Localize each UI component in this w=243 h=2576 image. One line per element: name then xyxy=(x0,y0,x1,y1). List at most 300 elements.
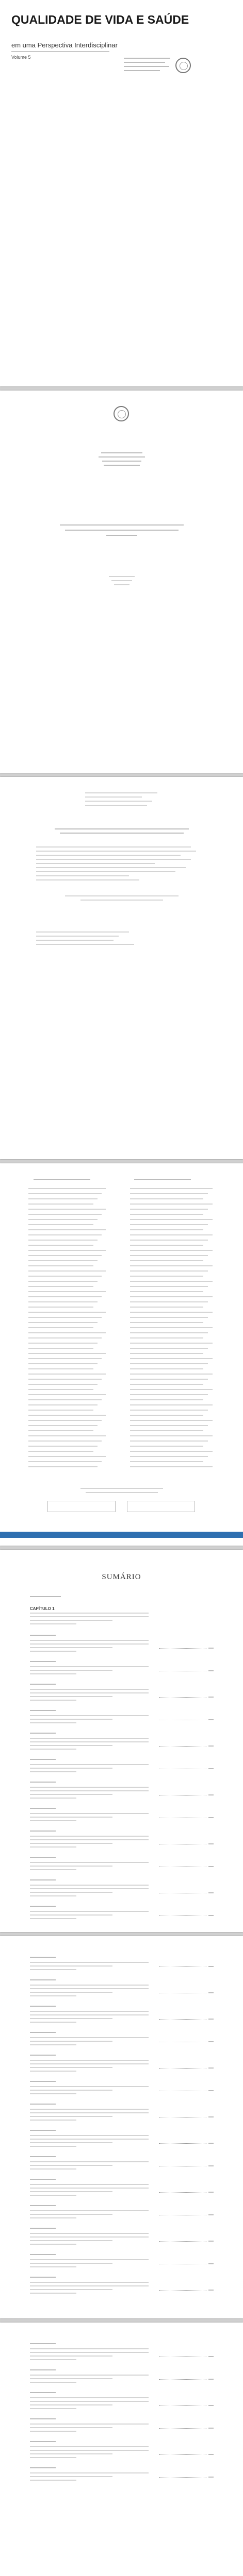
organizer-line xyxy=(101,452,142,453)
council-member-line xyxy=(28,1343,98,1344)
council-member-line xyxy=(130,1317,208,1318)
toc-title-line xyxy=(30,2018,112,2019)
toc-title-line xyxy=(30,1992,112,1993)
council-member-line xyxy=(28,1415,106,1416)
council-member-line xyxy=(130,1229,203,1230)
council-member-line xyxy=(28,1250,106,1251)
council-member-line xyxy=(28,1296,102,1297)
toc-chapter-line xyxy=(30,2228,56,2229)
council-member-line xyxy=(28,1234,102,1235)
toc-title-line xyxy=(30,1862,149,1863)
council-member-line xyxy=(130,1296,213,1297)
cover-page xyxy=(0,0,243,386)
council-member-line xyxy=(130,1270,208,1272)
store-badge-right-icon xyxy=(127,1501,195,1512)
toc-page-number xyxy=(208,1768,214,1769)
council-member-line xyxy=(130,1466,213,1467)
toc-chapter-line xyxy=(30,2392,56,2393)
toc-author-line xyxy=(30,1673,76,1674)
toc-page-3 xyxy=(0,2323,243,2576)
toc-author-line xyxy=(30,2244,76,2245)
council-member-line xyxy=(130,1353,203,1354)
toc-author-line xyxy=(30,1722,76,1723)
toc-page-number xyxy=(208,2165,214,2166)
toc-title-line xyxy=(30,2014,149,2015)
toc-title-line xyxy=(30,2214,112,2215)
council-member-line xyxy=(130,1461,203,1462)
toc-title-line xyxy=(30,2188,149,2189)
council-member-line xyxy=(130,1240,208,1241)
toc-title-line xyxy=(30,2375,149,2376)
toc-title-line xyxy=(30,1839,149,1840)
council-member-line xyxy=(130,1451,213,1452)
toc-author-line xyxy=(30,2266,76,2267)
toc-chapter-line xyxy=(30,1808,56,1809)
council-member-line xyxy=(28,1245,93,1246)
council-heading-left xyxy=(34,1179,90,1180)
toc-title-line xyxy=(30,1836,149,1837)
toc-title-line xyxy=(30,1696,112,1697)
toc-title-line xyxy=(30,1764,149,1765)
toc-title-line xyxy=(30,1719,112,1720)
publisher-info-line xyxy=(36,936,119,937)
copyright-line xyxy=(85,801,152,802)
council-member-line xyxy=(28,1440,102,1442)
council-member-line xyxy=(130,1404,213,1405)
toc-author-line xyxy=(30,2044,76,2045)
toc-title-line xyxy=(30,2453,112,2454)
toc-chapter-line xyxy=(30,2130,56,2131)
toc-author-line xyxy=(30,2457,76,2458)
council-member-line xyxy=(28,1394,106,1395)
toc-title-line xyxy=(30,1640,149,1641)
council-member-line xyxy=(28,1240,98,1241)
toc-page-number xyxy=(208,1719,214,1720)
toc-title-line xyxy=(30,1843,112,1844)
toc-author-line xyxy=(30,2146,76,2147)
toc-page-number xyxy=(208,2405,214,2406)
toc-leader-dots xyxy=(159,2290,206,2291)
toc-page-number xyxy=(208,2067,214,2069)
council-member-line xyxy=(130,1456,208,1457)
copyright-line xyxy=(85,805,147,806)
toc-chapter-line xyxy=(30,1733,56,1734)
toc-chapter-line xyxy=(30,1831,56,1832)
toc-leader-dots xyxy=(159,2428,206,2429)
toc-title-line xyxy=(30,1738,149,1739)
catalog-line xyxy=(36,875,129,876)
council-member-line xyxy=(130,1209,208,1210)
toc-author-line xyxy=(30,1846,76,1848)
council-member-line xyxy=(28,1384,98,1385)
catalog-line xyxy=(36,846,191,848)
toc-leader-dots xyxy=(159,2379,206,2380)
council-member-line xyxy=(130,1425,208,1426)
toc-chapter-line xyxy=(30,2441,56,2442)
toc-title-line xyxy=(30,2037,149,2038)
council-member-line xyxy=(28,1337,102,1338)
toc-author-line xyxy=(30,1623,76,1624)
toc-title-line xyxy=(30,1911,149,1912)
toc-author-line xyxy=(30,1771,76,1772)
toc-chapter-line xyxy=(30,2277,56,2278)
council-member-line xyxy=(28,1204,93,1205)
toc-author-line xyxy=(30,2093,76,2094)
council-member-line xyxy=(130,1312,213,1313)
catalog-heading-line xyxy=(60,833,184,834)
toc-title-line xyxy=(30,2378,112,2379)
toc-author-line xyxy=(30,1995,76,1996)
council-member-line xyxy=(28,1301,98,1302)
toc-title-line xyxy=(30,2041,112,2042)
council-member-line xyxy=(28,1276,102,1277)
toc-page-number xyxy=(208,1915,214,1916)
publisher-info-line xyxy=(36,940,114,941)
toc-title-line xyxy=(30,1885,149,1886)
council-member-line xyxy=(130,1420,213,1421)
toc-author-line xyxy=(30,2480,76,2481)
toc-title-line xyxy=(30,1768,112,1769)
toc-leader-dots xyxy=(159,2019,206,2020)
council-member-line xyxy=(28,1260,98,1261)
toc-page-2 xyxy=(0,1936,243,2318)
catalog-line xyxy=(36,851,196,852)
toc-title-line xyxy=(30,1647,112,1648)
toc-chapter-line xyxy=(30,1879,56,1880)
toc-title-line xyxy=(30,2112,149,2113)
toc-page-number xyxy=(208,1670,214,1671)
council-member-line xyxy=(130,1281,213,1282)
council-member-line xyxy=(130,1204,213,1205)
toc-title-line xyxy=(30,1790,149,1791)
cover-volume: Volume 5 xyxy=(11,55,31,60)
council-member-line xyxy=(130,1307,203,1308)
council-member-line xyxy=(130,1430,203,1431)
store-badge-left-icon xyxy=(47,1501,116,1512)
toc-author-line xyxy=(30,2120,76,2121)
council-member-line xyxy=(130,1410,208,1411)
toc-author-line xyxy=(30,2195,76,2196)
council-member-line xyxy=(28,1322,98,1323)
council-member-line xyxy=(28,1188,106,1189)
toc-title-line xyxy=(30,2427,112,2428)
council-member-line xyxy=(28,1446,98,1447)
council-member-line xyxy=(28,1374,106,1375)
council-member-line xyxy=(28,1368,93,1369)
toc-chapter-line xyxy=(30,2055,56,2056)
toc-title-line xyxy=(30,2067,112,2068)
toc-page-number xyxy=(208,2214,214,2215)
toc-page-number xyxy=(208,2379,214,2380)
toc-chapter-line xyxy=(30,2369,56,2370)
council-member-line xyxy=(130,1446,203,1447)
toc-title-line xyxy=(30,1616,149,1617)
toc-author-line xyxy=(30,2168,76,2170)
council-member-line xyxy=(130,1265,213,1266)
council-member-line xyxy=(130,1219,213,1220)
council-member-line xyxy=(130,1291,203,1292)
toc-chapter-line xyxy=(30,1782,56,1783)
cover-title: QUALIDADE DE VIDA E SAÚDE xyxy=(11,13,189,26)
council-member-line xyxy=(28,1193,102,1194)
editorial-council-page xyxy=(0,1163,243,1546)
toc-page-number xyxy=(208,2290,214,2291)
council-member-line xyxy=(28,1307,93,1308)
council-member-line xyxy=(28,1404,98,1405)
toc-page-number xyxy=(208,2263,214,2264)
toc-page-number xyxy=(208,2356,214,2357)
toc-title-line xyxy=(30,2476,112,2477)
council-member-line xyxy=(28,1332,106,1333)
council-member-line xyxy=(130,1332,208,1333)
toc-title-line xyxy=(30,2116,112,2117)
toc-title-line xyxy=(30,1666,149,1667)
organizer-line xyxy=(99,456,145,457)
cover-author-line xyxy=(124,62,165,63)
publisher-info-line xyxy=(36,944,134,945)
toc-title-line xyxy=(30,2397,149,2398)
toc-title-line xyxy=(30,2404,112,2405)
council-member-line xyxy=(130,1250,213,1251)
toc-page-number xyxy=(208,1966,214,1967)
toc-chapter-line xyxy=(30,1906,56,1907)
council-member-line xyxy=(130,1440,208,1442)
council-member-line xyxy=(28,1348,93,1349)
toc-author-line xyxy=(30,1895,76,1896)
toc-chapter-line xyxy=(30,1710,56,1711)
toc-title-line xyxy=(30,2236,149,2238)
toc-leader-dots xyxy=(159,2241,206,2242)
toc-title-line xyxy=(30,2282,149,2283)
council-member-line xyxy=(28,1435,106,1436)
toc-title-line xyxy=(30,2086,149,2087)
toc-leader-dots xyxy=(159,2068,206,2069)
catalog-line xyxy=(36,859,191,860)
council-member-line xyxy=(130,1245,203,1246)
toc-author-line xyxy=(30,1749,76,1750)
toc-page-number xyxy=(208,2116,214,2117)
toc-title-line xyxy=(30,1745,112,1746)
council-member-line xyxy=(130,1193,208,1194)
council-member-line xyxy=(130,1389,213,1390)
organizer-line xyxy=(104,465,140,466)
toc-author-line xyxy=(30,2408,76,2409)
toc-author-line xyxy=(30,1869,76,1870)
toc-chapter-line xyxy=(30,1857,56,1858)
toc-chapter-line xyxy=(30,2081,56,2082)
toc-title-line xyxy=(30,2142,112,2143)
council-member-line xyxy=(130,1188,213,1189)
catalog-page xyxy=(0,777,243,1159)
council-member-line xyxy=(130,1394,208,1395)
toc-title-line xyxy=(30,2060,149,2061)
toc-page-number xyxy=(208,2477,214,2478)
toc-title-line xyxy=(30,1689,149,1690)
council-heading-right xyxy=(134,1179,191,1180)
council-member-line xyxy=(28,1327,93,1328)
title-page xyxy=(0,391,243,773)
toc-title-line xyxy=(30,2348,149,2349)
publisher-line xyxy=(114,584,129,585)
toc-title-line xyxy=(30,1817,112,1818)
toc-title-line xyxy=(30,1692,149,1693)
toc-title-line xyxy=(30,1620,112,1621)
toc-chapter-line xyxy=(30,2006,56,2007)
toc-leader-dots xyxy=(159,1648,206,1649)
cover-author-line xyxy=(124,58,170,59)
footer-text-line xyxy=(86,1492,158,1493)
toc-first-chapter: CAPÍTULO 1 xyxy=(30,1606,55,1611)
catalog-line xyxy=(36,871,175,872)
toc-chapter-line xyxy=(30,2467,56,2468)
council-member-line xyxy=(28,1270,106,1272)
toc-chapter-line xyxy=(30,1684,56,1685)
council-member-line xyxy=(130,1374,213,1375)
toc-page-number xyxy=(208,1745,214,1747)
toc-page-number xyxy=(208,1648,214,1649)
toc-chapter-line xyxy=(30,2104,56,2105)
toc-author-line xyxy=(30,2071,76,2072)
toc-title-line xyxy=(30,2472,149,2473)
cover-subtitle: em uma Perspectiva Interdisciplinar xyxy=(11,41,118,49)
toc-page-number xyxy=(208,2143,214,2144)
toc-chapter-line xyxy=(30,1759,56,1760)
toc-title-line xyxy=(30,1741,149,1742)
toc-author-line xyxy=(30,2382,76,2383)
catalog-heading-line xyxy=(55,828,189,829)
council-member-line xyxy=(28,1281,98,1282)
council-member-line xyxy=(130,1415,203,1416)
toc-page-number xyxy=(208,1794,214,1795)
council-member-line xyxy=(28,1229,106,1230)
toc-title-line xyxy=(30,2401,149,2402)
toc-title-line xyxy=(30,2355,112,2357)
council-member-line xyxy=(130,1358,213,1359)
toc-title-line xyxy=(30,1787,149,1788)
toc-author-line xyxy=(30,2217,76,2218)
toc-chapter-line xyxy=(30,2032,56,2033)
toc-title-line xyxy=(30,2139,149,2140)
toc-author-line xyxy=(30,1820,76,1821)
publisher-line xyxy=(111,580,132,581)
toc-page-number xyxy=(208,1843,214,1844)
council-member-line xyxy=(130,1214,203,1215)
toc-author-line xyxy=(30,2431,76,2432)
council-member-line xyxy=(28,1456,106,1457)
toc-title-line xyxy=(30,1962,149,1963)
council-member-line xyxy=(130,1379,208,1380)
council-member-line xyxy=(130,1337,203,1338)
cover-author-line xyxy=(124,70,160,71)
toc-page-number xyxy=(208,2041,214,2042)
toc-author-line xyxy=(30,1700,76,1701)
council-member-line xyxy=(130,1348,208,1349)
council-member-line xyxy=(28,1265,93,1266)
toc-title-line xyxy=(30,1888,149,1889)
toc-chapter-line xyxy=(30,1957,56,1958)
council-member-line xyxy=(28,1389,93,1390)
toc-title-line xyxy=(30,1965,112,1967)
toc-author-line xyxy=(30,1918,76,1919)
council-member-line xyxy=(28,1198,98,1199)
council-member-line xyxy=(28,1209,106,1210)
toc-page-number xyxy=(208,2090,214,2091)
council-member-line xyxy=(28,1224,93,1225)
toc-leader-dots xyxy=(159,1746,206,1747)
toc-title-line xyxy=(30,1715,149,1716)
toc-author-line xyxy=(30,2359,76,2360)
toc-title-line xyxy=(30,2191,112,2192)
toc-page-number xyxy=(208,2019,214,2020)
toc-title-line xyxy=(30,1988,149,1989)
toc-title-line xyxy=(30,2011,149,2012)
toc-title-line xyxy=(30,2285,149,2286)
council-member-line xyxy=(130,1260,203,1261)
toc-page-number xyxy=(208,1817,214,1818)
council-member-line xyxy=(28,1363,98,1364)
toc-title-line xyxy=(30,1670,112,1671)
toc-page-number xyxy=(208,1866,214,1867)
council-member-line xyxy=(130,1255,208,1256)
council-member-line xyxy=(28,1317,102,1318)
toc-page-number xyxy=(208,2241,214,2242)
toc-title-line xyxy=(30,2289,112,2290)
toc-title-line xyxy=(30,1813,149,1814)
toc-leader-dots xyxy=(159,1697,206,1698)
council-member-line xyxy=(130,1327,213,1328)
toc-chapter-line xyxy=(30,2418,56,2419)
publisher-line xyxy=(109,576,135,577)
toc-title-line xyxy=(30,2210,149,2211)
council-member-line xyxy=(28,1358,102,1359)
toc-title-line xyxy=(30,2424,149,2425)
toc-leader-dots xyxy=(159,2405,206,2406)
council-member-line xyxy=(130,1224,208,1225)
publisher-seal-icon xyxy=(114,406,129,421)
toc-page-number xyxy=(208,1892,214,1893)
toc-preface-line xyxy=(30,1596,61,1597)
cover-author-line xyxy=(124,66,169,67)
toc-chapter-line xyxy=(30,1979,56,1980)
publisher-seal-icon xyxy=(175,58,191,73)
council-member-line xyxy=(130,1384,203,1385)
footer-band xyxy=(0,1532,243,1538)
council-member-line xyxy=(130,1198,203,1199)
council-member-line xyxy=(130,1368,203,1369)
toc-title-line xyxy=(30,1866,112,1867)
legal-line xyxy=(80,900,163,901)
council-member-line xyxy=(28,1461,102,1462)
council-member-line xyxy=(28,1451,93,1452)
toc-chapter-line xyxy=(30,2179,56,2180)
toc-title-line xyxy=(30,1985,149,1986)
council-member-line xyxy=(28,1219,98,1220)
catalog-line xyxy=(36,863,155,864)
council-member-line xyxy=(130,1276,203,1277)
toc-chapter-line xyxy=(30,2343,56,2344)
toc-chapter-line xyxy=(30,1661,56,1662)
organizer-line xyxy=(102,461,141,462)
toc-title-line xyxy=(30,2263,112,2264)
council-member-line xyxy=(130,1322,203,1323)
council-member-line xyxy=(28,1399,102,1400)
toc-page-1 xyxy=(0,1550,243,1932)
council-member-line xyxy=(28,1286,93,1287)
council-member-line xyxy=(28,1291,106,1292)
council-member-line xyxy=(28,1466,98,1467)
toc-title-line xyxy=(30,1613,149,1614)
toc-title-line xyxy=(30,2184,149,2185)
